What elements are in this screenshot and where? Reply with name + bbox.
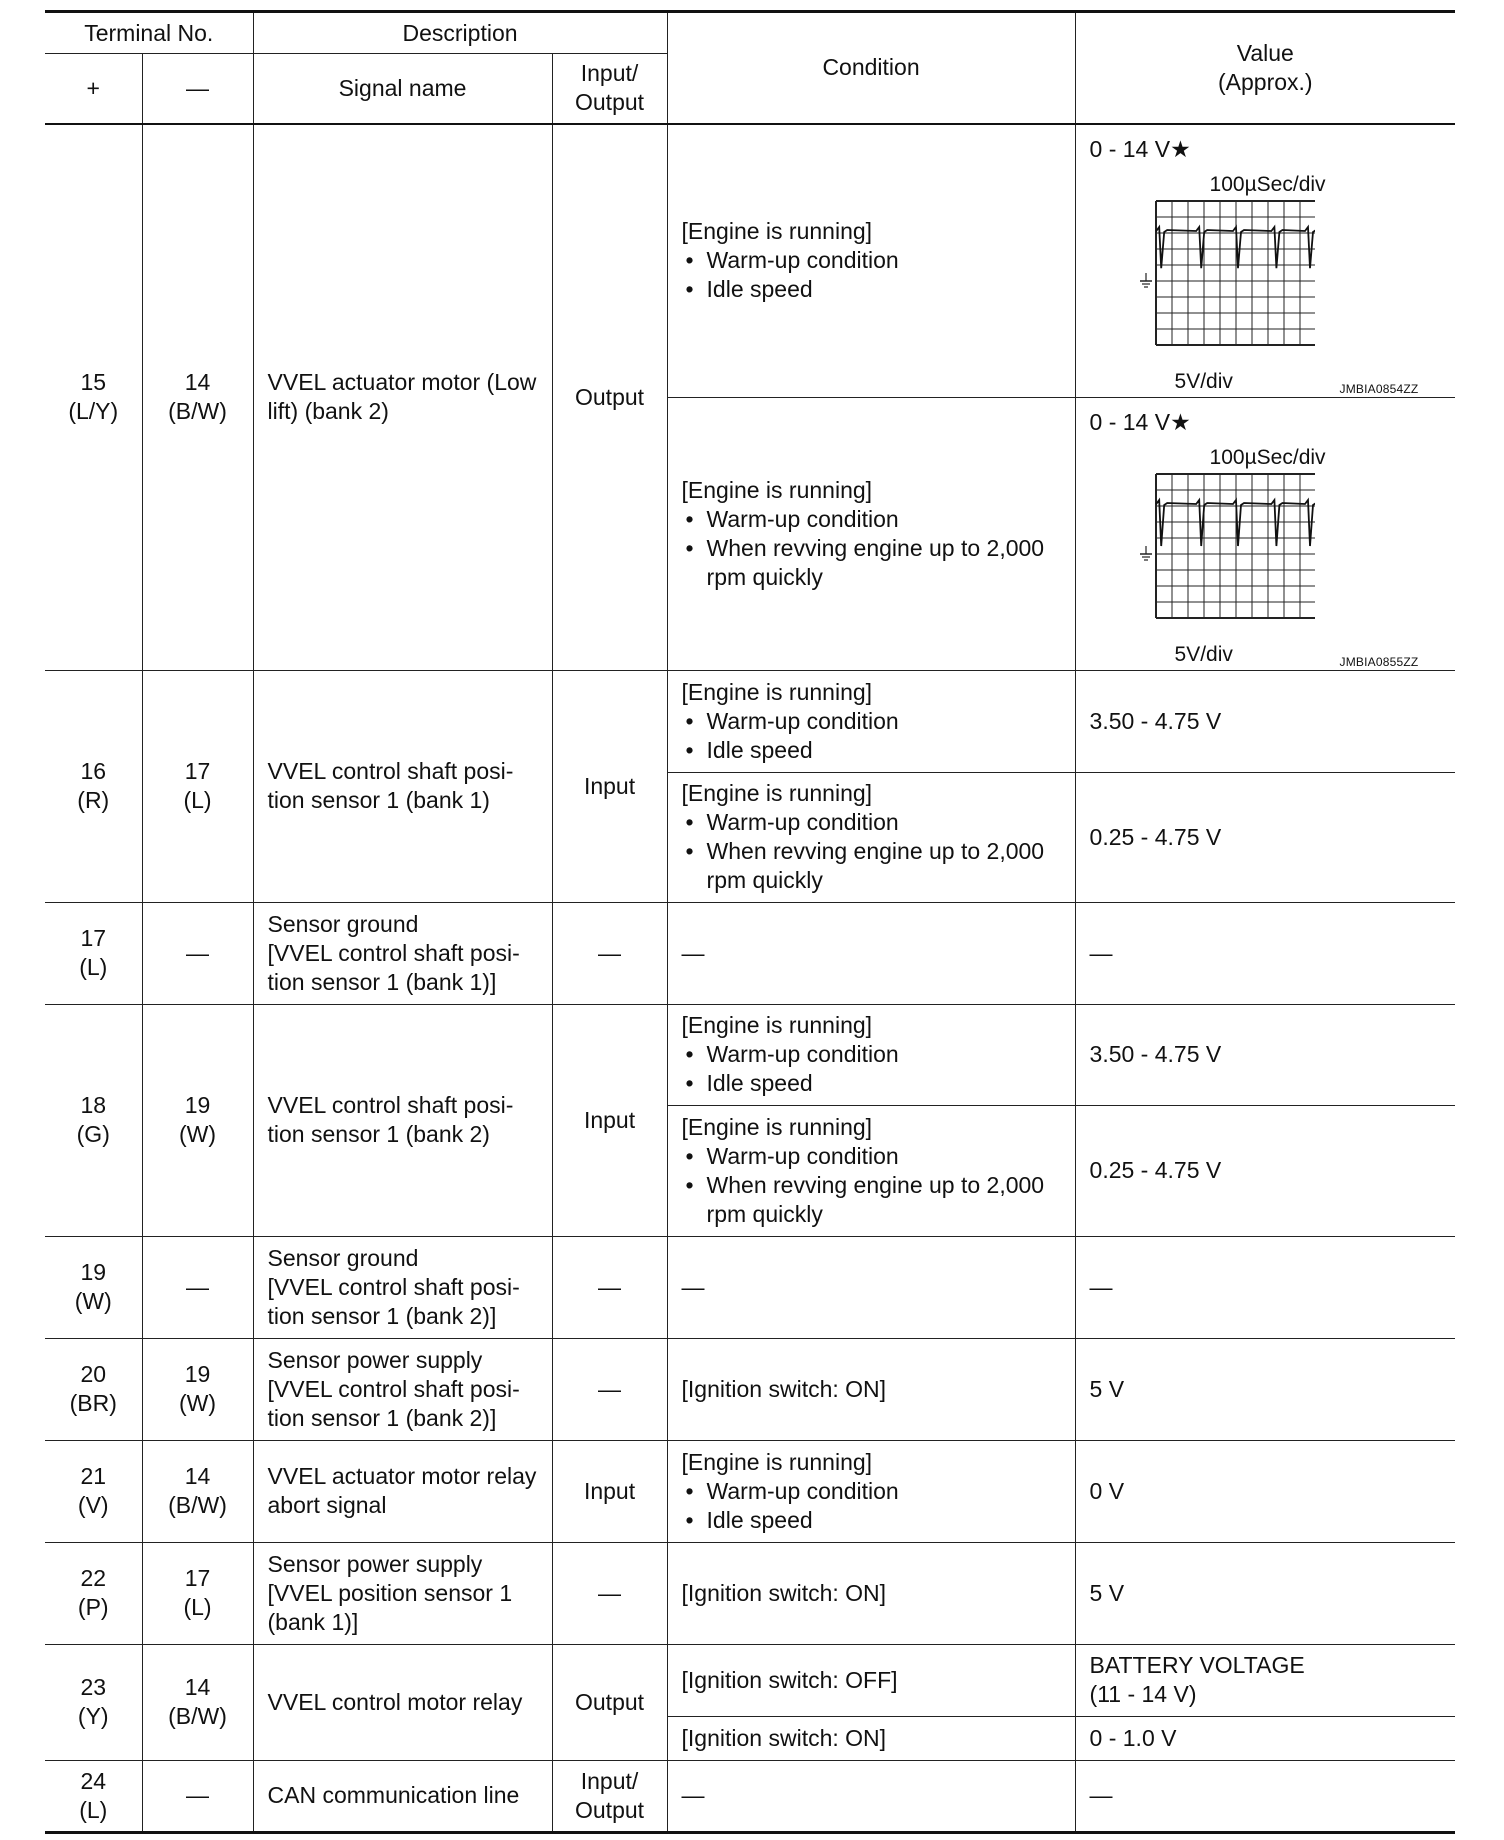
condition-cell: — [667, 1760, 1075, 1832]
terminal-number: 14 [184, 1463, 211, 1489]
input-output [552, 1760, 667, 1832]
value-cell [1075, 1644, 1455, 1716]
condition-item: • Warm-up condition [682, 707, 1061, 736]
value-line: (11 - 14 V) [1089, 1681, 1197, 1707]
terminal-number: 20 [80, 1361, 107, 1387]
oscilloscope-figure [1090, 135, 1442, 397]
condition-cell: — [667, 1236, 1075, 1338]
condition-item-text: rpm quickly [706, 1200, 823, 1227]
condition-item: • Idle speed [682, 1069, 1061, 1098]
condition-item [682, 837, 1061, 895]
terminal-minus [142, 670, 253, 902]
value-waveform-cell [1075, 397, 1455, 670]
terminal-plus [45, 902, 142, 1004]
table-row [45, 1542, 1455, 1644]
wire-color: (L/Y) [68, 398, 119, 424]
table-row [45, 1236, 1455, 1338]
condition-item: • Warm-up condition [682, 246, 1061, 275]
terminal-number: 19 [184, 1361, 211, 1387]
value-cell: 5 V [1075, 1542, 1455, 1644]
terminal-number: 16 [80, 758, 107, 784]
header-value-line1: Value [1236, 39, 1294, 66]
table-row [45, 124, 1455, 398]
value-cell: 0.25 - 4.75 V [1075, 772, 1455, 902]
condition-list [682, 1477, 1061, 1535]
signal-name-line: Sensor power supply [267, 1346, 483, 1373]
table-row [45, 1004, 1455, 1105]
condition-item [682, 534, 1061, 592]
terminal-number: 18 [80, 1092, 107, 1118]
condition-item-text: • When revving engine up to 2,000 [706, 838, 1045, 864]
terminal-minus [142, 1338, 253, 1440]
terminal-minus [142, 1440, 253, 1542]
input-output: — [552, 1236, 667, 1338]
wire-color: (W) [178, 1121, 217, 1147]
terminal-minus [142, 1644, 253, 1760]
terminal-number: 14 [184, 1674, 211, 1700]
signal-name [253, 902, 552, 1004]
terminal-minus: — [142, 1760, 253, 1832]
value-cell: — [1075, 902, 1455, 1004]
condition-list [682, 1040, 1061, 1098]
wire-color: (L) [79, 1796, 108, 1823]
condition-cell: [Ignition switch: OFF] [667, 1644, 1075, 1716]
figure-id: JMBIA0854ZZ [1339, 381, 1419, 396]
condition-cell [667, 1105, 1075, 1236]
waveform-voltage-range: 0 - 14 V★ [1089, 408, 1191, 435]
condition-cell [667, 670, 1075, 772]
io-line: Input/ [580, 1767, 639, 1794]
terminal-minus [142, 124, 253, 671]
wire-color: (V) [77, 1492, 109, 1518]
condition-cell [667, 124, 1075, 398]
header-description: Description [253, 12, 667, 54]
wire-color: (L) [79, 954, 108, 980]
io-line: Output [575, 1796, 645, 1823]
wire-color: (P) [77, 1594, 109, 1620]
condition-item: • Idle speed [682, 736, 1061, 765]
wire-color: (Y) [77, 1703, 109, 1729]
condition-item: • Warm-up condition [682, 505, 1061, 534]
wire-color: (W) [74, 1288, 112, 1314]
value-line: BATTERY VOLTAGE [1089, 1652, 1305, 1678]
signal-name: CAN communication line [253, 1760, 552, 1832]
signal-name-line: Sensor ground [267, 1244, 419, 1271]
condition-cell: [Ignition switch: ON] [667, 1716, 1075, 1760]
signal-name-line: (bank 1)] [267, 1608, 359, 1635]
header-io-line2: Output [575, 89, 645, 116]
condition-list [682, 1142, 1061, 1229]
terminal-plus [45, 1644, 142, 1760]
input-output: Input [552, 1004, 667, 1236]
value-cell: 3.50 - 4.75 V [1075, 1004, 1455, 1105]
header-minus: — [142, 54, 253, 124]
table-row [45, 1760, 1455, 1832]
condition-cell: — [667, 902, 1075, 1004]
condition-head: [Engine is running] [681, 218, 873, 244]
terminal-number: 22 [80, 1565, 107, 1591]
terminal-number: 14 [184, 369, 211, 395]
wire-color: (B/W) [168, 398, 227, 424]
signal-name-line: abort signal [267, 1492, 387, 1518]
condition-list [682, 808, 1061, 895]
wire-color: (B/W) [168, 1492, 227, 1518]
wire-color: (B/W) [168, 1703, 227, 1729]
value-cell: 0.25 - 4.75 V [1075, 1105, 1455, 1236]
terminal-plus [45, 1004, 142, 1236]
signal-name-line: Sensor power supply [267, 1550, 483, 1577]
time-per-division: 100µSec/div [1209, 172, 1326, 196]
terminal-plus [45, 1440, 142, 1542]
condition-cell [667, 772, 1075, 902]
value-cell: — [1075, 1236, 1455, 1338]
oscilloscope-figure [1090, 408, 1442, 670]
terminal-minus [142, 1004, 253, 1236]
signal-name [253, 1236, 552, 1338]
oscilloscope-waveform [1140, 197, 1315, 359]
input-output: Output [552, 1644, 667, 1760]
table-row [45, 1644, 1455, 1716]
header-io-line1: Input/ [580, 60, 639, 87]
condition-cell: [Ignition switch: ON] [667, 1542, 1075, 1644]
condition-list [682, 707, 1061, 765]
volts-per-division: 5V/div [1174, 642, 1233, 666]
terminal-plus [45, 1760, 142, 1832]
value-cell: 3.50 - 4.75 V [1075, 670, 1455, 772]
condition-item: • Idle speed [682, 1506, 1061, 1535]
condition-item: • Warm-up condition [682, 808, 1061, 837]
condition-list [682, 246, 1061, 304]
condition-item: • Warm-up condition [682, 1040, 1061, 1069]
condition-item: • Warm-up condition [682, 1477, 1061, 1506]
terminal-number: 15 [80, 369, 107, 395]
condition-cell: [Ignition switch: ON] [667, 1338, 1075, 1440]
terminal-number: 19 [80, 1259, 107, 1285]
header-signal-name: Signal name [253, 54, 552, 124]
header-value [1075, 12, 1455, 124]
table-row [45, 902, 1455, 1004]
condition-item-text: • When revving engine up to 2,000 [706, 1171, 1045, 1198]
signal-name-line: tion sensor 1 (bank 1) [267, 787, 490, 813]
waveform-voltage-range: 0 - 14 V★ [1089, 135, 1191, 162]
header-input-output [552, 54, 667, 124]
condition-item [682, 1171, 1061, 1229]
signal-name [253, 1338, 552, 1440]
condition-item-text: rpm quickly [706, 563, 823, 590]
condition-item-text: • When revving engine up to 2,000 [706, 534, 1045, 561]
wire-color: (L) [183, 1594, 212, 1620]
signal-name-line: [VVEL position sensor 1 [267, 1579, 513, 1606]
condition-head: [Engine is running] [681, 678, 873, 705]
time-per-division: 100µSec/div [1209, 445, 1326, 469]
signal-name [253, 1542, 552, 1644]
terminal-number: 24 [80, 1767, 107, 1794]
value-waveform-cell [1075, 124, 1455, 398]
terminal-number: 21 [80, 1463, 107, 1489]
value-cell: 0 - 1.0 V [1075, 1716, 1455, 1760]
terminal-table-page [45, 10, 1455, 1834]
condition-head: [Engine is running] [681, 1448, 873, 1475]
terminal-plus [45, 1236, 142, 1338]
signal-name [253, 1440, 552, 1542]
terminal-minus: — [142, 1236, 253, 1338]
signal-name-line: tion sensor 1 (bank 2)] [267, 1404, 497, 1431]
condition-item-text: rpm quickly [706, 867, 823, 893]
signal-name [253, 124, 552, 671]
signal-name-line: tion sensor 1 (bank 2)] [267, 1302, 497, 1329]
terminal-plus [45, 124, 142, 671]
signal-name [253, 1004, 552, 1236]
signal-name: VVEL control motor relay [253, 1644, 552, 1760]
wire-color: (G) [76, 1121, 110, 1147]
terminal-plus [45, 670, 142, 902]
terminal-plus [45, 1542, 142, 1644]
terminal-minus: — [142, 902, 253, 1004]
terminal-number: 17 [184, 758, 211, 784]
header-plus: + [45, 54, 142, 124]
signal-name-line: Sensor ground [267, 910, 419, 937]
input-output: — [552, 1542, 667, 1644]
input-output: Input [552, 1440, 667, 1542]
signal-name-line: VVEL actuator motor relay [267, 1463, 537, 1489]
condition-head: [Engine is running] [681, 476, 873, 503]
input-output: — [552, 902, 667, 1004]
terminal-number: 17 [80, 925, 107, 951]
condition-head: [Engine is running] [681, 780, 873, 806]
condition-item: • Idle speed [682, 275, 1061, 304]
value-cell: — [1075, 1760, 1455, 1832]
header-value-line2: (Approx.) [1217, 68, 1313, 95]
condition-head: [Engine is running] [681, 1113, 873, 1140]
signal-name-line: [VVEL control shaft posi- [267, 1273, 520, 1300]
terminal-minus [142, 1542, 253, 1644]
wire-color: (W) [178, 1390, 217, 1416]
condition-list [682, 505, 1061, 592]
table-row [45, 670, 1455, 772]
signal-name-line: [VVEL control shaft posi- [267, 1375, 520, 1402]
signal-name-line: VVEL control shaft posi- [267, 758, 514, 784]
terminal-plus [45, 1338, 142, 1440]
table-row [45, 1338, 1455, 1440]
condition-head: [Engine is running] [681, 1012, 873, 1038]
signal-name [253, 670, 552, 902]
condition-item: • Warm-up condition [682, 1142, 1061, 1171]
oscilloscope-waveform [1140, 470, 1315, 632]
condition-cell [667, 397, 1075, 670]
signal-name-line: [VVEL control shaft posi- [267, 939, 520, 966]
input-output: — [552, 1338, 667, 1440]
terminal-number: 19 [184, 1092, 211, 1118]
signal-name-line: lift) (bank 2) [267, 398, 389, 424]
terminal-table [45, 10, 1455, 1834]
condition-cell [667, 1004, 1075, 1105]
table-row [45, 1440, 1455, 1542]
input-output: Output [552, 124, 667, 671]
condition-cell [667, 1440, 1075, 1542]
wire-color: (BR) [69, 1390, 117, 1416]
header-terminal-no: Terminal No. [45, 12, 253, 54]
signal-name-line: VVEL control shaft posi- [267, 1092, 514, 1118]
signal-name-line: VVEL actuator motor (Low [267, 369, 537, 395]
terminal-number: 23 [80, 1674, 107, 1700]
header-condition: Condition [667, 12, 1075, 124]
terminal-number: 17 [184, 1565, 211, 1591]
value-cell: 5 V [1075, 1338, 1455, 1440]
wire-color: (R) [77, 787, 110, 813]
figure-id: JMBIA0855ZZ [1339, 654, 1419, 669]
signal-name-line: tion sensor 1 (bank 2) [267, 1121, 490, 1147]
input-output: Input [552, 670, 667, 902]
wire-color: (L) [183, 787, 212, 813]
value-cell: 0 V [1075, 1440, 1455, 1542]
volts-per-division: 5V/div [1174, 369, 1233, 393]
signal-name-line: tion sensor 1 (bank 1)] [267, 968, 497, 995]
